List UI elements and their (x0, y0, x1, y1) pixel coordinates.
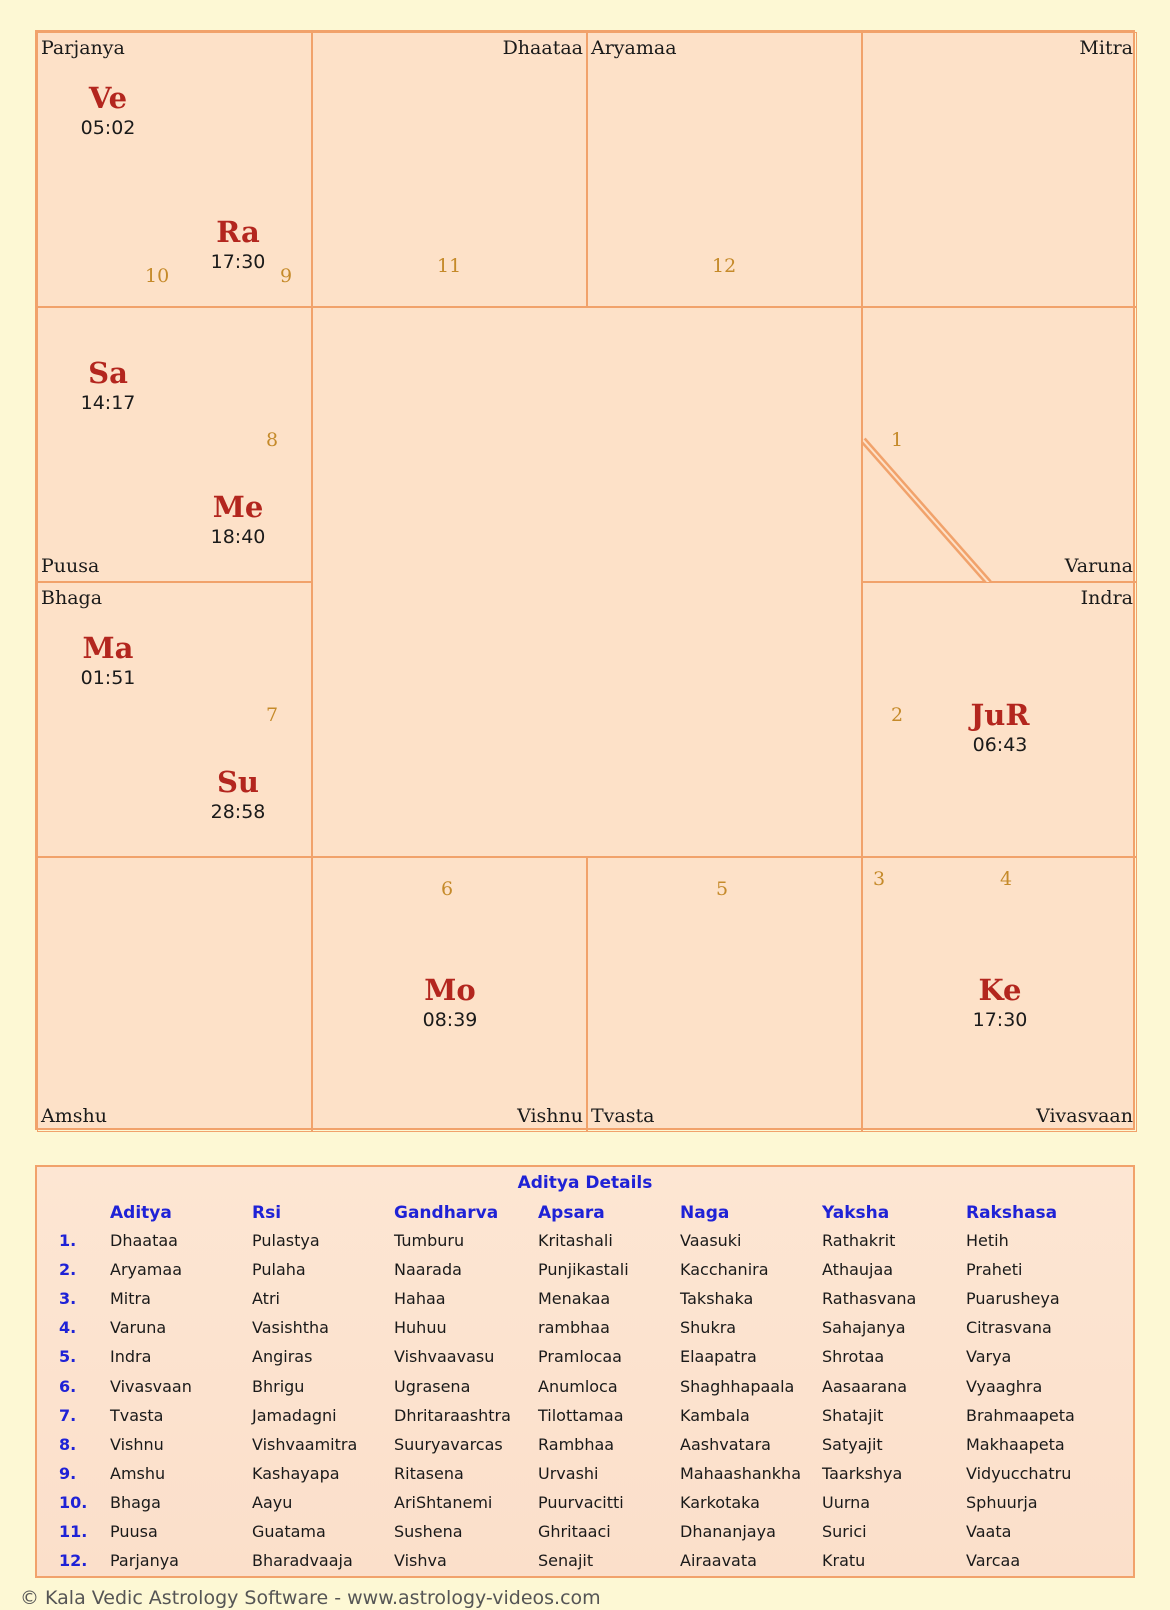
chart-cell-top-right (862, 32, 1137, 307)
table-cell: Aayu (252, 1492, 293, 1512)
planet-sun (178, 765, 298, 825)
planet-degree: 18:40 (210, 526, 266, 548)
table-cell: Puurvacitti (538, 1492, 624, 1512)
row-number: 10. (59, 1492, 88, 1512)
chart-cell-bottom-3 (587, 857, 862, 1132)
table-cell: Dhritaraashtra (394, 1405, 511, 1425)
table-cell: rambhaa (538, 1318, 610, 1338)
table-cell: Pramlocaa (538, 1347, 622, 1367)
table-cell: Bharadvaaja (252, 1551, 353, 1571)
divider-line (863, 308, 1138, 583)
table-cell: Citrasvana (966, 1318, 1052, 1338)
row-number: 1. (59, 1231, 77, 1250)
table-cell: Parjanya (110, 1551, 179, 1571)
table-cell: Vishvaavasu (394, 1347, 495, 1367)
row-number: 12. (59, 1551, 88, 1571)
table-cell: Atri (252, 1289, 280, 1309)
house-number-1: 1 (891, 429, 904, 451)
table-cell: Takshaka (680, 1289, 754, 1309)
table-cell: Guatama (252, 1522, 326, 1541)
rasi-chart (35, 30, 1135, 1130)
table-cell: Taarkshya (822, 1463, 903, 1483)
table-cell: Elaapatra (680, 1347, 757, 1367)
chart-cell-bottom-right (862, 857, 1137, 1132)
table-cell: Vishnu (110, 1434, 164, 1454)
table-cell: Pulaha (252, 1260, 306, 1280)
planet-venus (48, 81, 168, 141)
table-cell: Amshu (110, 1463, 166, 1483)
table-cell: Urvashi (538, 1463, 599, 1483)
house-number-4: 4 (1000, 868, 1013, 890)
table-cell: Menakaa (538, 1289, 611, 1309)
deity-label: Vivasvaan (1036, 1105, 1133, 1127)
table-cell: Rathasvana (822, 1289, 917, 1309)
table-cell: Tumburu (394, 1231, 465, 1250)
table-cell: Bhrigu (252, 1376, 305, 1396)
chart-cell-top-2 (312, 32, 587, 307)
planet-degree: 06:43 (972, 734, 1028, 756)
chart-cell-top-left (37, 32, 312, 307)
aditya-details-panel (35, 1165, 1135, 1578)
details-title: Aditya Details (517, 1173, 653, 1193)
planet-degree: 28:58 (210, 801, 266, 823)
planet-abbr: Mo (424, 973, 476, 1007)
table-cell: Varya (966, 1347, 1012, 1367)
table-cell: Bhaga (110, 1492, 161, 1512)
deity-label: Amshu (41, 1105, 107, 1127)
table-cell: Dhaataa (110, 1231, 178, 1250)
column-header: Naga (680, 1203, 730, 1223)
row-number: 5. (59, 1347, 77, 1367)
table-cell: Athaujaa (822, 1260, 894, 1280)
chart-center (312, 307, 862, 857)
deity-label: Vishnu (517, 1105, 583, 1127)
column-header: Aditya (110, 1203, 172, 1223)
row-number: 6. (59, 1376, 77, 1396)
table-cell: Uurna (822, 1492, 871, 1512)
house-number-11: 11 (437, 255, 462, 277)
planet-mars (48, 631, 168, 691)
house-number-3: 3 (873, 868, 886, 890)
table-cell: Ugrasena (394, 1376, 471, 1396)
table-cell: Anumloca (538, 1376, 618, 1396)
deity-label: Indra (1080, 587, 1133, 609)
table-cell: Hahaa (394, 1289, 446, 1309)
table-cell: Sushena (394, 1522, 463, 1541)
deity-label: Aryamaa (591, 37, 677, 59)
table-cell: Naarada (394, 1260, 462, 1280)
table-cell: Huhuu (394, 1318, 447, 1338)
table-cell: Dhananjaya (680, 1522, 776, 1541)
deity-label: Parjanya (41, 37, 125, 59)
planet-abbr: Sa (88, 356, 128, 390)
planet-degree: 08:39 (422, 1009, 478, 1031)
table-cell: Varcaa (966, 1551, 1021, 1571)
column-header: Rakshasa (966, 1203, 1058, 1223)
table-cell: Brahmaapeta (966, 1405, 1075, 1425)
house-number-9: 9 (280, 265, 293, 287)
table-cell: Kratu (822, 1551, 866, 1571)
house-number-2: 2 (891, 704, 904, 726)
table-cell: Aryamaa (110, 1260, 182, 1280)
table-cell: Karkotaka (680, 1492, 760, 1512)
table-cell: Senajit (538, 1551, 594, 1571)
planet-abbr: Me (212, 490, 264, 524)
table-cell: Mahaashankha (680, 1463, 801, 1483)
planet-abbr: JuR (970, 698, 1030, 732)
table-cell: Vivasvaan (110, 1376, 192, 1396)
planet-abbr: Ra (216, 215, 260, 249)
planet-ketu (940, 973, 1060, 1033)
deity-label: Varuna (1064, 555, 1133, 577)
table-cell: Sphuurja (966, 1492, 1038, 1512)
deity-label: Mitra (1079, 37, 1133, 59)
table-cell: Varuna (110, 1318, 167, 1338)
table-cell: Hetih (966, 1231, 1009, 1250)
column-header: Gandharva (394, 1203, 499, 1223)
planet-abbr: Ke (978, 973, 1022, 1007)
copyright-footer: © Kala Vedic Astrology Software - www.astrology-videos.com (20, 1587, 601, 1609)
table-cell: Suuryavarcas (394, 1434, 503, 1454)
chart-cell-left-3 (37, 582, 312, 857)
table-cell: Jamadagni (252, 1405, 337, 1425)
column-header: Apsara (538, 1203, 605, 1223)
table-cell: Shukra (680, 1318, 737, 1338)
table-cell: Vaata (966, 1522, 1012, 1541)
house-number-8: 8 (266, 429, 279, 451)
table-cell: Kambala (680, 1405, 750, 1425)
planet-jupiter-retro (940, 698, 1060, 758)
table-cell: Vyaaghra (966, 1376, 1043, 1396)
table-cell: Shrotaa (822, 1347, 885, 1367)
deity-label: Tvasta (591, 1105, 655, 1127)
table-cell: Vaasuki (680, 1231, 742, 1250)
table-cell: Indra (110, 1347, 152, 1367)
row-number: 3. (59, 1289, 77, 1309)
planet-abbr: Su (216, 765, 260, 799)
table-cell: Tilottamaa (538, 1405, 624, 1425)
deity-label: Puusa (41, 555, 100, 577)
column-header: Rsi (252, 1203, 282, 1223)
table-cell: Satyajit (822, 1434, 883, 1454)
table-cell: Praheti (966, 1260, 1023, 1280)
house-number-6: 6 (441, 878, 454, 900)
house-number-10: 10 (145, 265, 170, 287)
planet-degree: 17:30 (210, 251, 266, 273)
planet-degree: 14:17 (80, 392, 136, 414)
deity-label: Dhaataa (502, 37, 583, 59)
planet-degree: 05:02 (80, 117, 136, 139)
chart-cell-right-3 (862, 582, 1137, 857)
chart-cell-bottom-left (37, 857, 312, 1132)
table-cell: Shatajit (822, 1405, 884, 1425)
chart-cell-top-3 (587, 32, 862, 307)
planet-moon (390, 973, 510, 1033)
row-number: 4. (59, 1318, 77, 1338)
deity-label: Bhaga (41, 587, 103, 609)
table-cell: Mitra (110, 1289, 151, 1309)
table-cell: Puusa (110, 1522, 158, 1541)
row-number: 11. (59, 1522, 88, 1541)
chart-cell-bottom-2 (312, 857, 587, 1132)
table-cell: Punjikastali (538, 1260, 629, 1280)
table-cell: Vasishtha (252, 1318, 329, 1338)
table-cell: Vidyucchatru (966, 1463, 1072, 1483)
table-cell: Puarusheya (966, 1289, 1060, 1309)
row-number: 7. (59, 1405, 77, 1425)
column-header: Yaksha (822, 1203, 890, 1223)
planet-saturn (48, 356, 168, 416)
row-number: 9. (59, 1463, 77, 1483)
table-cell: Tvasta (110, 1405, 164, 1425)
table-cell: Vishva (394, 1551, 447, 1571)
table-cell: Sahajanya (822, 1318, 906, 1338)
table-cell: Aashvatara (680, 1434, 771, 1454)
table-cell: Angiras (252, 1347, 313, 1367)
table-cell: Makhaapeta (966, 1434, 1065, 1454)
house-number-5: 5 (716, 878, 729, 900)
table-cell: Surici (822, 1522, 867, 1541)
planet-degree: 01:51 (80, 667, 136, 689)
table-cell: Rathakrit (822, 1231, 896, 1250)
table-cell: Aasaarana (822, 1376, 908, 1396)
table-cell: Kritashali (538, 1231, 613, 1250)
table-cell: Ghritaaci (538, 1522, 611, 1541)
table-cell: Kacchanira (680, 1260, 769, 1280)
row-number: 8. (59, 1434, 77, 1454)
chart-cell-right-2 (862, 307, 1137, 582)
planet-abbr: Ve (88, 81, 128, 115)
table-cell: Kashayapa (252, 1463, 340, 1483)
planet-abbr: Ma (82, 631, 134, 665)
planet-mercury (178, 490, 298, 550)
table-cell: AriShtanemi (394, 1492, 493, 1512)
chart-cell-left-2 (37, 307, 312, 582)
table-cell: Ritasena (394, 1463, 464, 1483)
table-cell: Rambhaa (538, 1434, 615, 1454)
table-cell: Pulastya (252, 1231, 320, 1250)
table-cell: Airaavata (680, 1551, 757, 1571)
table-cell: Shaghhapaala (680, 1376, 795, 1396)
planet-degree: 17:30 (972, 1009, 1028, 1031)
house-number-12: 12 (712, 255, 737, 277)
row-number: 2. (59, 1260, 77, 1280)
table-cell: Vishvaamitra (252, 1434, 358, 1454)
house-number-7: 7 (266, 704, 279, 726)
